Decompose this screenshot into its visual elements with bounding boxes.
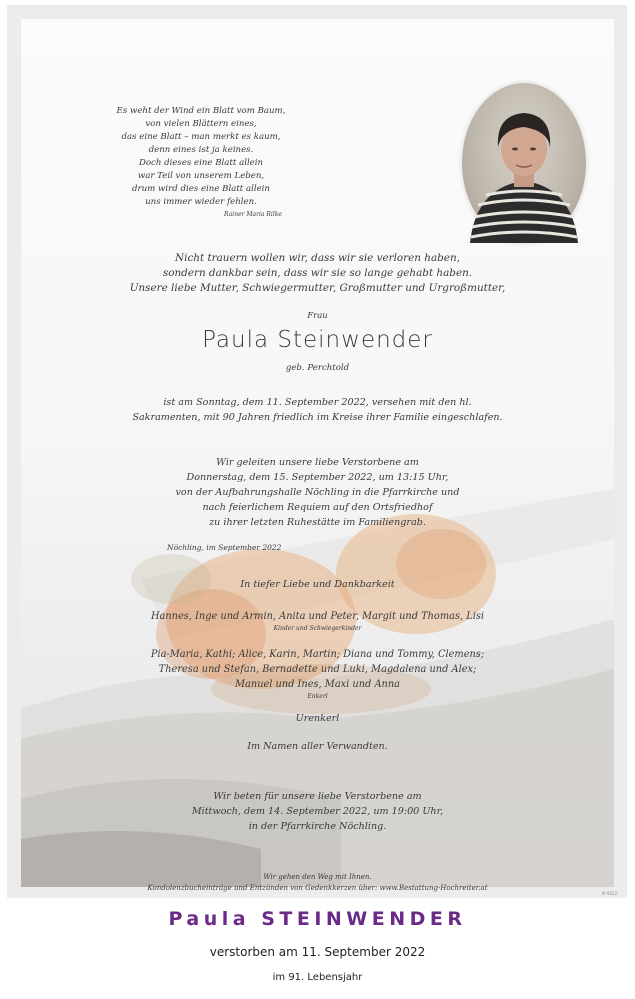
closing-line: Wir gehen den Weg mit Ihnen.: [263, 873, 372, 881]
prayer-details: [21, 789, 614, 834]
grandchildren-line: Theresa und Stefan, Bernadette und Luki, Magdalena und Alex;: [158, 664, 477, 675]
footer-name: Paula STEINWENDER: [168, 908, 467, 930]
obituary-card: [7, 5, 627, 898]
thanks-line: In tiefer Liebe und Dankbarkeit: [240, 579, 395, 590]
poem-line: denn eines ist ja keines.: [148, 145, 254, 155]
portrait-photo: [462, 83, 586, 243]
deceased-name: Paula Steinwender: [202, 327, 433, 353]
grandchildren-label: Enkerl: [307, 693, 328, 700]
place-date: Nöchling, im September 2022: [167, 543, 282, 552]
great-grandchildren: Urenkerl: [295, 713, 340, 724]
death-notice-line: ist am Sonntag, dem 11. September 2022, versehen mit den hl.: [163, 397, 472, 408]
poem-line: das eine Blatt – man merkt es kaum,: [121, 132, 281, 142]
salutation: Frau: [307, 311, 328, 321]
poem-line: uns immer wieder fehlen.: [145, 197, 257, 207]
funeral-details: [21, 455, 614, 530]
portrait-figure-icon: [462, 83, 586, 243]
poem-line: Doch dieses eine Blatt allein: [138, 158, 264, 168]
maiden-name: geb. Perchtold: [285, 363, 350, 373]
prayer-line: in der Pfarrkirche Nöchling.: [248, 821, 387, 832]
funeral-line: zu ihrer letzten Ruhestätte im Familiengrab.: [209, 517, 426, 528]
poem-line: drum wird dies eine Blatt allein: [132, 184, 270, 194]
funeral-line: von der Aufbahrungshalle Nöchling in die Pfarrkirche und: [175, 487, 460, 498]
sheet-code: IP 9222: [601, 891, 617, 896]
intro-line: sondern dankbar sein, dass wir sie so lange gehabt haben.: [162, 267, 473, 279]
poem-line: von vielen Blättern eines,: [145, 119, 257, 129]
footer-died: verstorben am 11. September 2022: [209, 945, 426, 959]
prayer-line: Wir beten für unsere liebe Verstorbene am: [213, 791, 422, 802]
intro-text: [21, 251, 614, 296]
poem-line: war Teil von unserem Leben,: [137, 171, 265, 181]
poem-line: Es weht der Wind ein Blatt vom Baum,: [116, 106, 286, 116]
grandchildren-line: Manuel und Ines, Maxi und Anna: [235, 679, 400, 690]
intro-line: Nicht trauern wollen wir, dass wir sie verloren haben,: [175, 252, 460, 264]
obituary-sheet: [21, 19, 614, 892]
prayer-line: Mittwoch, dem 14. September 2022, um 19:00 Uhr,: [191, 806, 444, 817]
death-notice: [21, 395, 614, 425]
poem: [51, 105, 351, 209]
grandchildren-names: [21, 647, 614, 692]
funeral-line: Wir geleiten unsere liebe Verstorbene am: [216, 457, 419, 468]
funeral-line: Donnerstag, dem 15. September 2022, um 13:15 Uhr,: [186, 472, 449, 483]
funeral-line: nach feierlichem Requiem auf den Ortsfriedhof: [202, 502, 433, 513]
grandchildren-line: Pia-Maria, Kathi; Alice, Karin, Martin; Diana und Tommy, Clemens;: [150, 649, 485, 660]
closing-note: [21, 872, 614, 894]
intro-line: Unsere liebe Mutter, Schwiegermutter, Großmutter und Urgroßmutter,: [129, 282, 506, 294]
poem-author: Rainer Maria Rilke: [224, 211, 282, 218]
closing-line: Kondolenzbucheinträge und Entzünden von Gedenkkerzen über: www.Bestattung-Hochreiter.at: [147, 884, 488, 892]
death-notice-line: Sakramenten, mit 90 Jahren friedlich im Kreise ihrer Familie eingeschlafen.: [132, 412, 503, 423]
footer-age: im 91. Lebensjahr: [272, 972, 363, 983]
relatives-line: Im Namen aller Verwandten.: [247, 741, 388, 752]
children-names: Hannes, Inge und Armin, Anita und Peter, Margit und Thomas, Lisi: [150, 611, 485, 622]
children-label: Kinder und Schwiegerkinder: [273, 625, 362, 632]
